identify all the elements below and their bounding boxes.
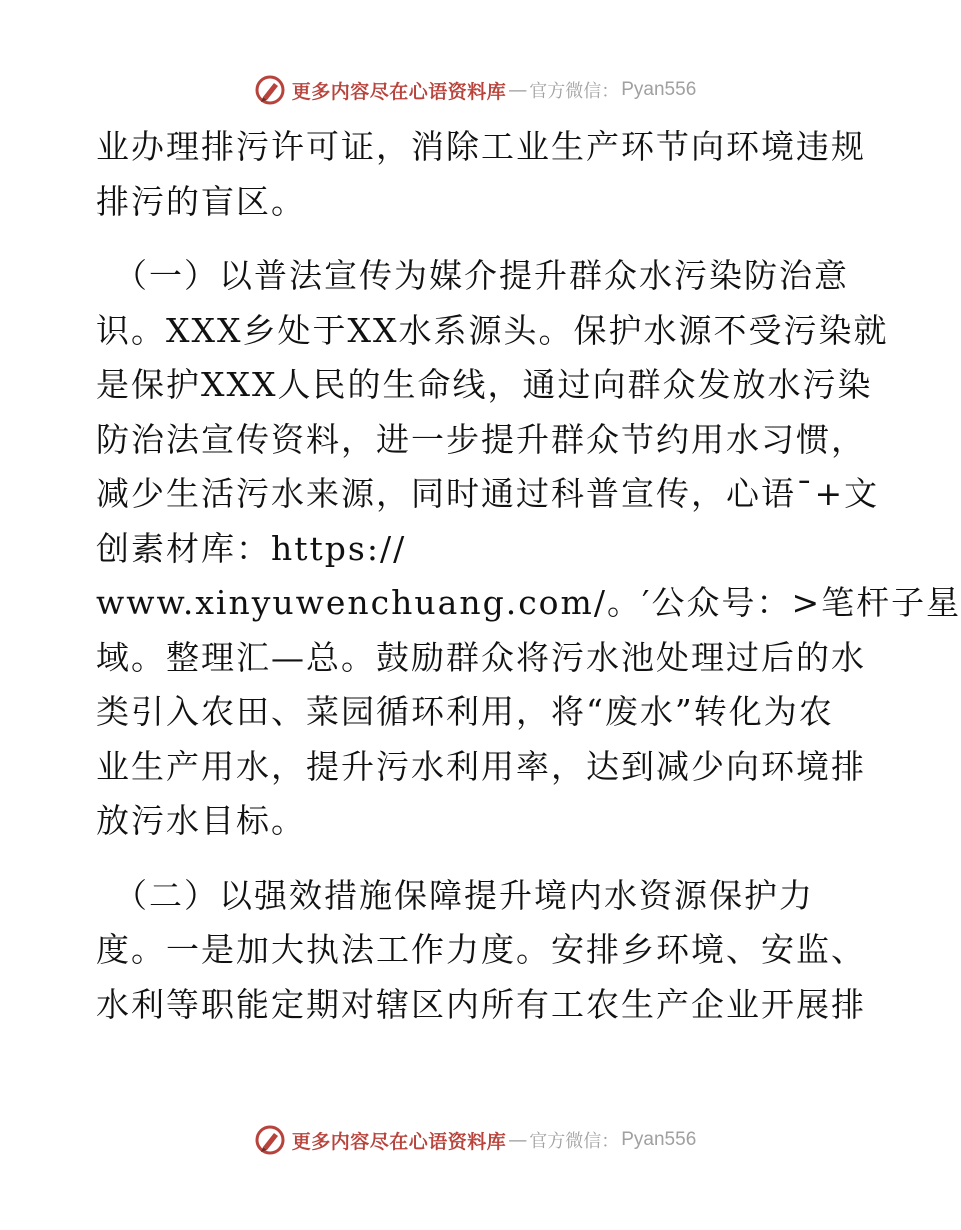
banner-dash: — <box>508 1129 528 1151</box>
banner-contact-id: Pyan556 <box>621 79 697 100</box>
text-line: 创素材库：https:// <box>96 528 407 568</box>
text-line: （一）以普法宣传为媒介提升群众水污染防治意 <box>114 256 849 295</box>
pen-logo-icon <box>254 74 286 106</box>
text-line: 是保护XXX人民的生命线，通过向群众发放水污染 <box>96 365 873 404</box>
banner-contact-label: 官方微信： <box>529 1131 620 1152</box>
text-line: www.xinyuwenchuang.com/。′公众号：>笔杆子星 <box>96 583 961 622</box>
header-banner <box>0 70 950 110</box>
text-line: 防治法宣传资料，进一步提升群众节约用水习惯， <box>96 419 866 459</box>
banner-site-text: 更多内容尽在心语资料库 <box>291 1130 507 1153</box>
paragraph-2 <box>96 249 961 849</box>
text-line: （二）以强效措施保障提升境内水资源保护力 <box>114 875 814 915</box>
document-body <box>96 120 961 1032</box>
banner-contact-label: 官方微信： <box>529 81 620 102</box>
text-line: 域。整理汇—总。鼓励群众将污水池处理过后的水 <box>96 637 866 677</box>
text-line: 水利等职能定期对辖区内所有工农生产企业开展排 <box>96 984 866 1024</box>
text-line: 业生产用水，提升污水利用率，达到减少向环境排 <box>96 746 866 786</box>
text-line: 类引入农田、菜园循环利用，将“废水”转化为农 <box>96 692 834 731</box>
pen-logo-icon <box>254 1124 286 1156</box>
text-line: 识。XXX乡处于XX水系源头。保护水源不受污染就 <box>96 310 889 350</box>
paragraph-1 <box>96 120 866 229</box>
banner-dash: — <box>508 79 528 101</box>
footer-banner <box>0 1120 950 1160</box>
text-line: 度。一是加大执法工作力度。安排乡环境、安监、 <box>96 930 866 969</box>
text-line: 减少生活污水来源，同时通过科普宣传，心语¯+文 <box>96 474 880 513</box>
text-line: 排污的盲区。 <box>96 181 306 221</box>
text-line: 放污水目标。 <box>96 801 306 840</box>
banner-contact-id: Pyan556 <box>621 1129 697 1150</box>
banner-site-text: 更多内容尽在心语资料库 <box>291 80 507 103</box>
paragraph-3 <box>96 869 866 1033</box>
text-line: 业办理排污许可证，消除工业生产环节向环境违规 <box>96 127 866 166</box>
